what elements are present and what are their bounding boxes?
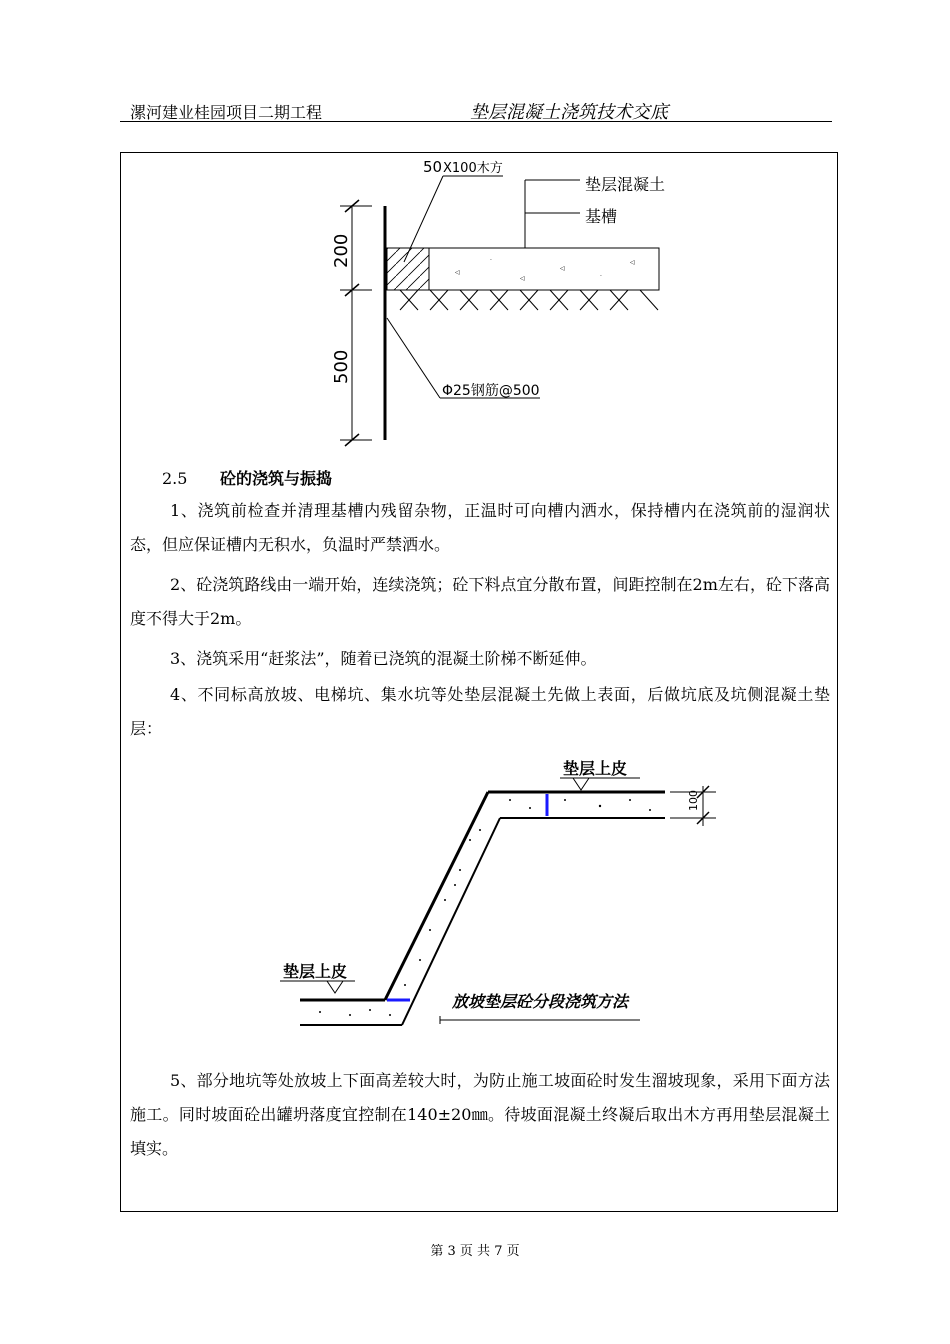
- figure2-caption: 放坡垫层砼分段浇筑方法: [452, 992, 629, 1011]
- section-title: 砼的浇筑与振捣: [220, 469, 333, 488]
- svg-text:◁: ◁: [455, 269, 460, 276]
- svg-text:·: ·: [600, 273, 602, 280]
- label-wood-suffix: X100木方: [443, 161, 503, 176]
- svg-text:·: ·: [490, 257, 492, 264]
- svg-text:◁: ◁: [520, 275, 525, 282]
- paragraph-5: 5、部分地坑等处放坡上下面高差较大时，为防止施工坡面砼时发生溜坡现象，采用下面方法施工。同时坡面砼出罐坍落度宜控制在140±20㎜。待坡面混凝土终凝后取出木方再用垫层混凝土填实。: [130, 1071, 830, 1158]
- label-trench: 基槽: [585, 207, 618, 226]
- label-rebar: Φ25钢筋@500: [442, 383, 540, 399]
- section-number: 2.5: [162, 469, 188, 488]
- svg-text:◁: ◁: [560, 265, 565, 272]
- header-doc-title: 垫层混凝土浇筑技术交底: [470, 102, 668, 123]
- header-project: 漯河建业桂园项目二期工程: [130, 103, 323, 122]
- paragraph-2: 2、砼浇筑路线由一端开始，连续浇筑；砼下料点宜分散布置，间距控制在2m左右，砼下落高度不得大于2m。: [130, 575, 830, 628]
- label-top-surface: 垫层上皮: [563, 759, 628, 778]
- label-bottom-surface: 垫层上皮: [283, 962, 348, 981]
- svg-text:◁: ◁: [630, 259, 635, 266]
- label-wood-size: 50: [423, 158, 443, 176]
- label-cushion: 垫层混凝土: [585, 175, 666, 194]
- paragraph-4: 4、不同标高放坡、电梯坑、集水坑等处垫层混凝土先做上表面，后做坑底及坑侧混凝土垫层：: [130, 685, 830, 738]
- dim-100: 100: [687, 790, 700, 811]
- page-footer: 第 3 页 共 7 页: [430, 1244, 520, 1259]
- dim-500: 500: [331, 349, 352, 384]
- dim-200: 200: [331, 233, 352, 268]
- paragraph-3: 3、浇筑采用“赶浆法”，随着已浇筑的混凝土阶梯不断延伸。: [170, 649, 597, 668]
- paragraph-1: 1、浇筑前检查并清理基槽内残留杂物，正温时可向槽内洒水，保持槽内在浇筑前的湿润状态，但应保证槽内无积水，负温时严禁洒水。: [130, 501, 830, 554]
